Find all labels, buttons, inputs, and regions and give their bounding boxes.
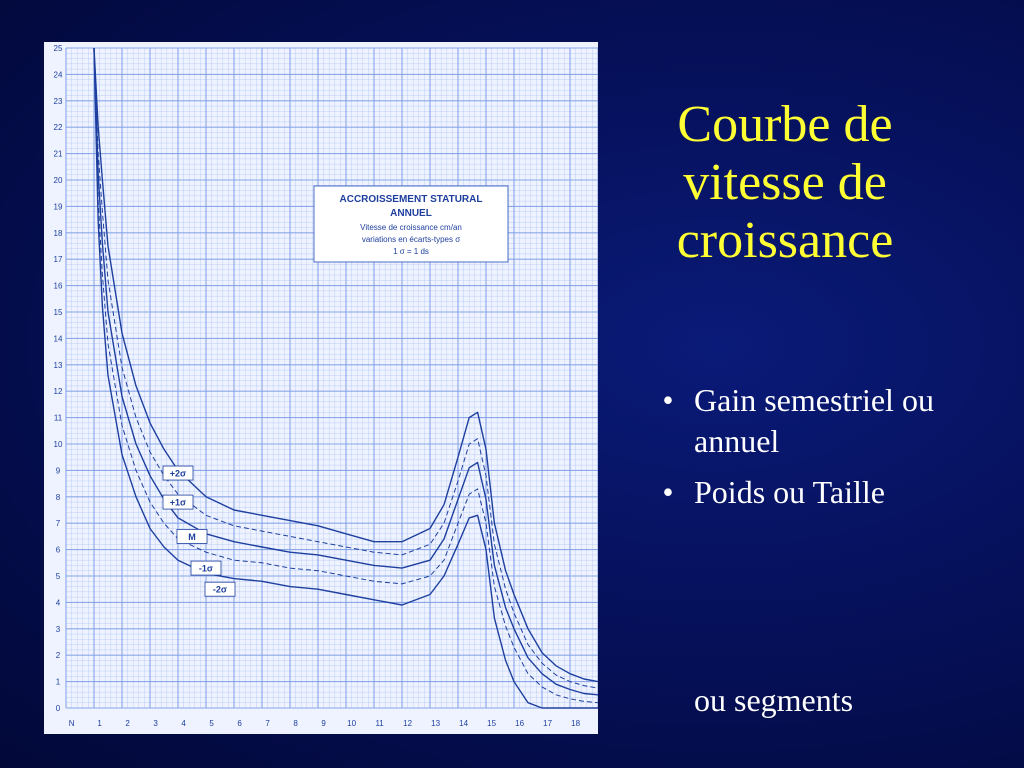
- y-tick-label: 15: [53, 308, 63, 317]
- curve-label-text: +2σ: [169, 468, 187, 479]
- curve-label-text: M: [188, 531, 196, 542]
- y-tick-label: 6: [55, 545, 61, 555]
- x-tick-label: 10: [347, 719, 357, 728]
- curve-label: [177, 529, 207, 543]
- curve-label-text: +1σ: [169, 497, 187, 508]
- y-tick-label: 22: [53, 123, 63, 133]
- y-tick-label: 14: [53, 334, 63, 344]
- chart-legend-box: [314, 186, 508, 262]
- bullet-text: Poids ou Taille: [694, 474, 885, 510]
- y-tick-label: 4: [55, 598, 61, 608]
- growth-chart: [44, 42, 598, 734]
- slide-title: Courbe de vitesse de croissance: [676, 96, 894, 269]
- bullet-list: [658, 380, 998, 523]
- y-tick-label: 12: [53, 387, 63, 397]
- y-tick-label: 5: [55, 572, 61, 581]
- y-tick-label: 0: [55, 704, 61, 713]
- x-tick-label: 12: [403, 719, 413, 728]
- y-tick-label: 19: [53, 202, 63, 212]
- y-tick-label: 3: [55, 624, 61, 634]
- curve-label: [163, 495, 193, 509]
- y-tick-label: 1: [55, 677, 61, 687]
- curve-label: [205, 582, 235, 596]
- x-tick-label: 15: [487, 719, 497, 728]
- y-tick-label: 10: [53, 440, 63, 449]
- legend-title-line2: ANNUEL: [390, 208, 432, 219]
- y-tick-label: 11: [53, 413, 63, 423]
- x-tick-label: 17: [543, 719, 553, 728]
- y-tick-label: 2: [55, 651, 61, 661]
- x-tick-label: 7: [265, 719, 270, 728]
- y-tick-label: 25: [53, 44, 63, 53]
- curve-label-text: -1σ: [198, 563, 214, 574]
- bullet-item: [658, 380, 998, 462]
- x-tick-label: 9: [321, 719, 326, 728]
- y-tick-label: 17: [53, 255, 63, 265]
- curve-label: [191, 561, 221, 575]
- legend-line3: Vitesse de croissance cm/an: [360, 223, 462, 232]
- y-tick-label: 13: [53, 360, 63, 370]
- x-tick-label: 4: [181, 719, 186, 728]
- y-tick-label: 21: [53, 149, 63, 159]
- x-tick-label: 16: [515, 719, 525, 728]
- y-tick-label: 20: [53, 176, 63, 185]
- y-tick-label: 9: [55, 466, 61, 476]
- bullet-continuation: ou segments: [694, 682, 854, 718]
- legend-title-line1: ACCROISSEMENT STATURAL: [339, 194, 483, 205]
- y-tick-label: 23: [53, 96, 63, 106]
- y-tick-label: 7: [55, 519, 61, 529]
- bullet-item: [658, 472, 998, 513]
- y-tick-label: 18: [53, 228, 63, 238]
- y-tick-label: 16: [53, 281, 63, 291]
- legend-line4: variations en écarts-types σ: [361, 235, 461, 244]
- bullet-text: Gain semestriel ou annuel: [694, 382, 934, 459]
- curve-label-text: -2σ: [212, 584, 228, 595]
- x-tick-label: 3: [153, 719, 158, 728]
- legend-line5: 1 σ = 1 ds: [393, 247, 429, 256]
- x-tick-label: 13: [431, 719, 441, 728]
- x-tick-label: 18: [571, 719, 581, 728]
- bullet-dot-icon: •: [662, 382, 674, 418]
- x-tick-label: 2: [125, 719, 130, 728]
- x-tick-label: 5: [209, 719, 214, 728]
- bullet-dot-icon: •: [662, 474, 674, 510]
- x-tick-label: 11: [375, 719, 384, 728]
- x-tick-label: 14: [459, 719, 469, 728]
- x-tick-label: 1: [97, 719, 102, 728]
- x-tick-label: 6: [237, 719, 242, 728]
- y-tick-label: 24: [53, 70, 63, 80]
- x-tick-label: 8: [293, 719, 298, 728]
- curve-label: [163, 466, 193, 480]
- y-tick-label: 8: [55, 492, 61, 502]
- x-tick-label: N: [68, 719, 75, 728]
- growth-chart-svg: [44, 42, 598, 734]
